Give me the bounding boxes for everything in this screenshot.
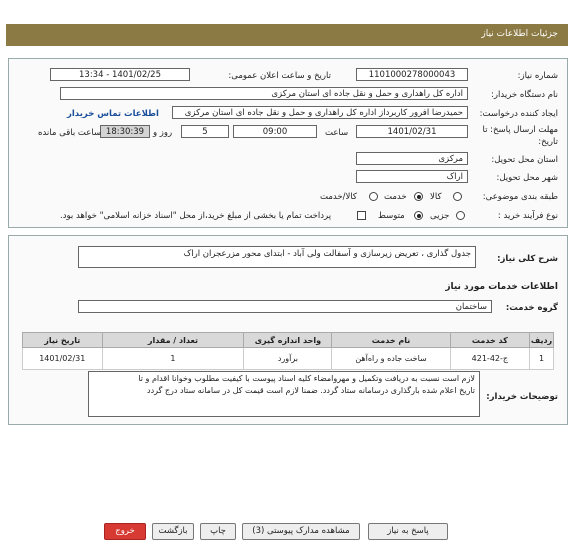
cell-qty: 1: [102, 348, 244, 370]
services-table: [22, 332, 554, 370]
cell-code: ج-42-421: [450, 348, 530, 370]
process-radio-medium[interactable]: [414, 211, 423, 220]
summary-field: جدول گذاری ، تعریض زیرسازی و آسفالت ولی آباد - ابتدای محور مزرعجران اراک: [78, 246, 476, 268]
cell-date: 1401/02/31: [23, 348, 103, 370]
exit-button[interactable]: خروج: [104, 523, 146, 540]
back-button[interactable]: بازگشت: [152, 523, 194, 540]
col-qty: تعداد / مقدار: [102, 333, 244, 348]
announce-label: تاریخ و ساعت اعلان عمومی:: [228, 71, 331, 81]
process-option-minor: جزیی: [430, 211, 450, 221]
deadline-date-field: 1401/02/31: [356, 125, 468, 138]
contact-info-link[interactable]: اطلاعات تماس خریدار: [67, 109, 159, 119]
col-date: تاریخ نیاز: [23, 333, 103, 348]
cell-name: ساخت جاده و راه‌آهن: [332, 348, 450, 370]
city-field: اراک: [356, 170, 468, 183]
buyer-notes-field: [88, 371, 480, 417]
deadline-time-field: 09:00: [233, 125, 317, 138]
days-field: 5: [181, 125, 229, 138]
province-field: مرکزی: [356, 152, 468, 165]
process-option-medium: متوسط: [378, 211, 405, 221]
col-row: ردیف: [530, 333, 554, 348]
days-label: روز و: [153, 128, 173, 138]
buyer-org-field: اداره کل راهداری و حمل و نقل جاده ای استان مرکزی: [60, 87, 468, 100]
category-radio-service[interactable]: [414, 192, 423, 201]
deadline-label: مهلت ارسال پاسخ: تا: [482, 125, 558, 135]
table-row: [23, 348, 554, 370]
reply-button[interactable]: پاسخ به نیاز: [368, 523, 448, 540]
city-label: شهر محل تحویل:: [496, 173, 558, 183]
deadline-time-label: ساعت: [325, 128, 349, 138]
category-label: طبقه بندی موضوعی:: [482, 192, 558, 202]
announce-field: 1401/02/25 - 13:34: [50, 68, 190, 81]
col-unit: واحد اندازه گیری: [244, 333, 332, 348]
window-titlebar: [6, 24, 568, 46]
creator-field: حمیدرضا افرور کاربرداز اداره کل راهداری و حمل و نقل جاده ای استان مرکزی: [172, 106, 468, 119]
creator-label: ایجاد کننده درخواست:: [479, 109, 558, 119]
deadline-label-date: تاریخ:: [538, 137, 558, 147]
summary-label: شرح کلی نیاز:: [497, 254, 558, 264]
buyer-org-label: نام دستگاه خریدار:: [491, 90, 558, 100]
service-group-label: گروه خدمت:: [505, 303, 558, 313]
buyer-notes-line2: تاریخ اعلام شده بارگذاری درسامانه ستاد گردد. ضمنا لازم است قیمت کل در سامانه ستاد درج گردد: [147, 386, 475, 395]
remaining-time-field: 18:30:39: [100, 125, 150, 138]
cell-unit: برآورد: [244, 348, 332, 370]
category-radio-goods[interactable]: [453, 192, 462, 201]
process-radio-minor[interactable]: [456, 211, 465, 220]
attachments-button[interactable]: مشاهده مدارک پیوستی (3): [242, 523, 360, 540]
province-label: استان محل تحویل:: [491, 155, 558, 165]
buyer-notes-label: توضیحات خریدار:: [486, 392, 558, 402]
payment-checkbox[interactable]: [357, 211, 366, 220]
category-option-goods: کالا: [430, 192, 442, 202]
process-label: نوع فرآیند خرید :: [497, 211, 558, 221]
col-code: کد خدمت: [450, 333, 530, 348]
category-option-goods-service: کالا/خدمت: [320, 192, 357, 202]
need-number-label: شماره نیاز:: [517, 71, 558, 81]
category-radio-goods-service[interactable]: [369, 192, 378, 201]
need-number-field: 1101000278000043: [356, 68, 468, 81]
remaining-label: ساعت باقی مانده: [38, 128, 102, 138]
print-button[interactable]: چاپ: [200, 523, 236, 540]
services-heading: اطلاعات خدمات مورد نیاز: [445, 282, 558, 292]
buyer-notes-line1: لازم است نسبت به دریافت وتکمیل و مهروامضاء کلیه اسناد پیوست با کیفیت مطلوب وخوانا اقدام و تا: [138, 374, 475, 383]
cell-row: 1: [530, 348, 554, 370]
need-details-panel: [8, 58, 568, 228]
col-name: نام خدمت: [332, 333, 450, 348]
category-option-service: خدمت: [384, 192, 407, 202]
service-group-field: ساختمان: [78, 300, 492, 313]
window-title: جزئیات اطلاعات نیاز: [481, 29, 558, 39]
payment-text: پرداخت تمام یا بخشی از مبلغ خرید،از محل "اسناد خزانه اسلامی" خواهد بود.: [60, 211, 332, 221]
